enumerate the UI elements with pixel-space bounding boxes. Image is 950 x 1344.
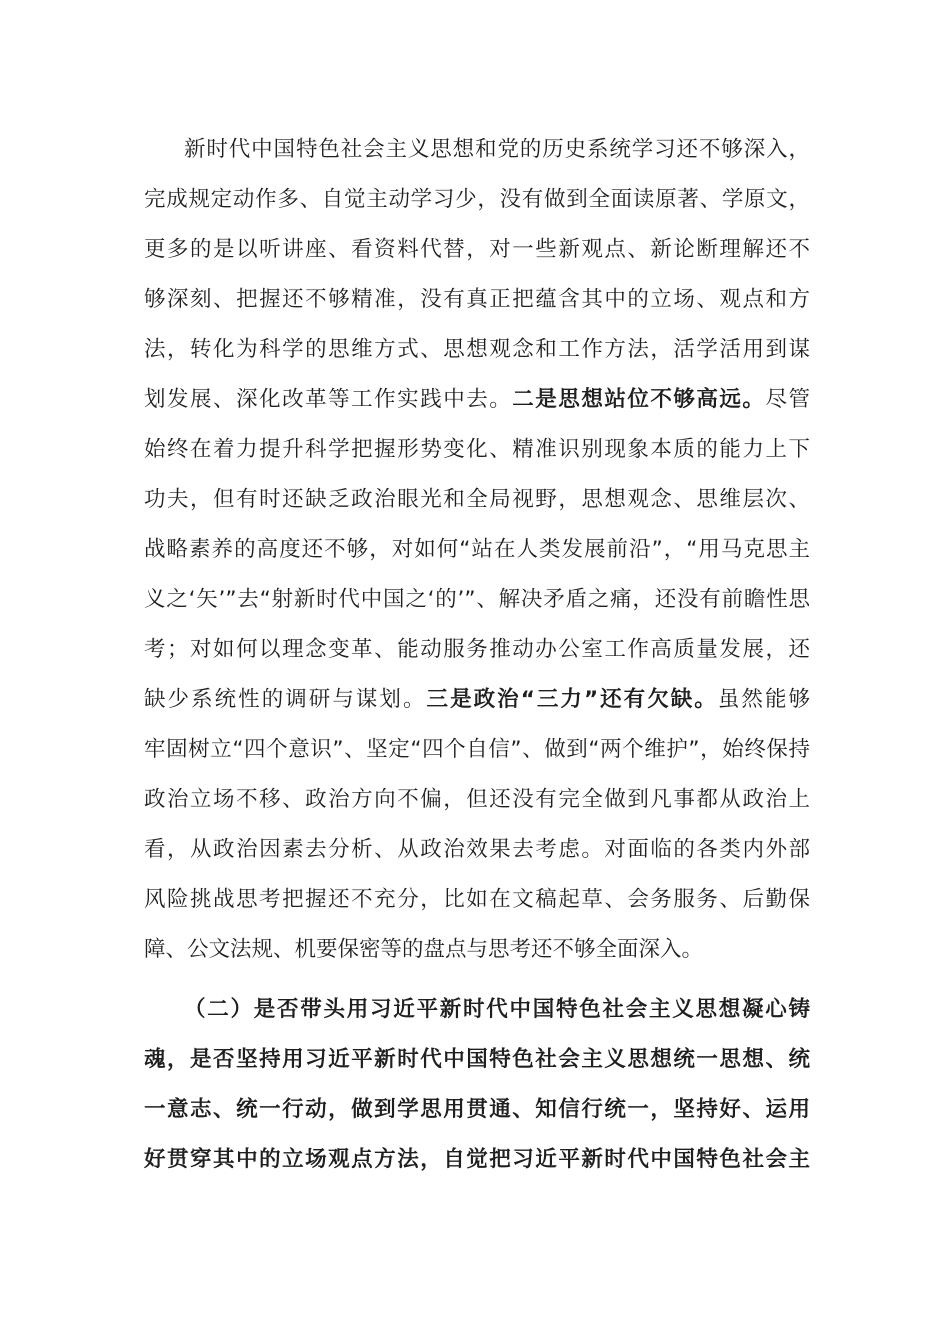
text-line: （二）是否带头用习近平新时代中国特色社会主义思想凝心铸 (184, 997, 810, 1022)
text-line: 战略素养的高度还不够，对如何“站在人类发展前沿”，“用马克思主 (144, 537, 810, 562)
text-line: 一意志、统一行动，做到学思用贯通、知信行统一，坚持好、运用 (144, 1097, 810, 1122)
text-line: 始终在着力提升科学把握形势变化、精准识别现象本质的能力上下 (144, 437, 810, 462)
point-heading: 三是政治“三力”还有欠缺。 (426, 687, 718, 712)
text-line: 够深刻、把握还不够精准，没有真正把蕴含其中的立场、观点和方 (144, 287, 810, 312)
text-line: 缺少系统性的调研与谋划。三是政治“三力”还有欠缺。虽然能够 (144, 687, 810, 712)
point-heading: 二是思想站位不够高远。 (512, 387, 766, 412)
text-line: 政治立场不移、政治方向不偏，但还没有完全做到凡事都从政治上 (144, 787, 810, 812)
text-line: 功夫，但有时还缺乏政治眼光和全局视野，思想观念、思维层次、 (144, 487, 810, 512)
text-line: 好贯穿其中的立场观点方法，自觉把习近平新时代中国特色社会主 (144, 1147, 810, 1172)
text-line: 新时代中国特色社会主义思想和党的历史系统学习还不够深入， (184, 137, 810, 162)
text-line: 更多的是以听讲座、看资料代替，对一些新观点、新论断理解还不 (144, 237, 810, 262)
text-line: 看，从政治因素去分析、从政治效果去考虑。对面临的各类内外部 (144, 837, 810, 862)
text-line: 完成规定动作多、自觉主动学习少，没有做到全面读原著、学原文， (144, 187, 810, 212)
text-line: 风险挑战思考把握还不充分，比如在文稿起草、会务服务、后勤保 (144, 887, 810, 912)
text-line: 牢固树立“四个意识”、坚定“四个自信”、做到“两个维护”，始终保持 (144, 737, 810, 762)
body-paragraph (144, 125, 810, 975)
section-heading-paragraph (144, 985, 810, 1185)
text-line: 魂，是否坚持用习近平新时代中国特色社会主义思想统一思想、统 (144, 1047, 810, 1072)
text-line: 障、公文法规、机要保密等的盘点与思考还不够全面深入。 (144, 937, 704, 962)
text-line: 考；对如何以理念变革、能动服务推动办公室工作高质量发展，还 (144, 637, 810, 662)
text-line: 法，转化为科学的思维方式、思想观念和工作方法，活学活用到谋 (144, 337, 810, 362)
text-line: 划发展、深化改革等工作实践中去。二是思想站位不够高远。尽管 (144, 387, 810, 412)
text-line: 义之‘矢’”去“射新时代中国之‘的’”、解决矛盾之痛，还没有前瞻性思 (144, 587, 810, 612)
